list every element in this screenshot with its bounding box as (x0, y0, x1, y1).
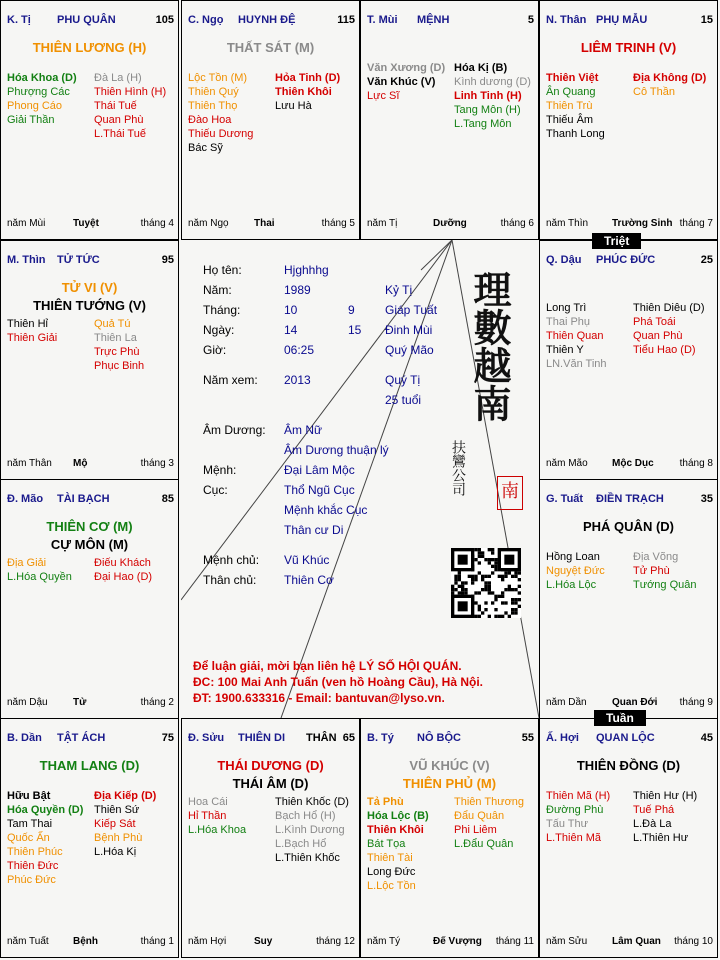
footer-month: tháng 5 (321, 218, 355, 229)
main-star: THÁI ÂM (D) (232, 776, 309, 791)
star-column-left (546, 789, 632, 845)
minor-star: L.Lộc Tồn (367, 880, 416, 892)
contact-line-3: ĐT: 1900.633316 - Email: bantuvan@lyso.vn. (193, 691, 445, 705)
minor-star: Địa Võng (633, 551, 679, 563)
minor-star: Hữu Bật (7, 790, 51, 802)
palace-tuat (539, 479, 718, 719)
minor-star: Phong Cáo (7, 100, 63, 112)
palace-name: PHÚC ĐỨC (596, 254, 656, 266)
minor-star: L.Tang Môn (454, 118, 512, 130)
minor-star: Hoa Cái (188, 796, 228, 808)
palace-can: Q. Dậu (546, 254, 582, 266)
star-column-left (188, 71, 274, 155)
palace-footer (546, 217, 713, 231)
minor-star: L.Kình Dương (275, 824, 345, 836)
minor-star: Văn Xương (D) (367, 62, 446, 74)
footer-month: tháng 2 (140, 697, 174, 708)
palace-name: PHU QUÂN (57, 14, 116, 26)
minor-star: Phi Liêm (454, 824, 497, 836)
minor-star: Thiên Quan (546, 330, 604, 342)
palace-dau (539, 240, 718, 480)
star-column-left (7, 789, 93, 887)
minor-star: L.Hóa Khoa (188, 824, 247, 836)
minor-star: Tả Phù (367, 796, 404, 808)
value-ho-ten: Hjghhhg (284, 263, 329, 277)
qr-code[interactable] (451, 548, 521, 618)
palace-can: Đ. Mão (7, 493, 44, 505)
minor-star: Linh Tinh (H) (454, 90, 522, 102)
minor-star: L.Thiên Hư (633, 832, 689, 844)
minor-star: Phượng Các (7, 86, 70, 98)
calligraphy-main: 理數越南 (467, 270, 512, 422)
palace-can: G. Tuất (546, 493, 584, 505)
minor-star: Đại Hao (D) (94, 571, 153, 583)
minor-star: Thiếu Dương (188, 128, 254, 140)
palace-ty (360, 718, 539, 958)
minor-star: Quả Tú (94, 318, 131, 330)
contact-line-1: Để luận giải, mời bạn liên hệ LÝ SỐ HỘI QUÁN. (193, 659, 462, 673)
main-stars (1, 757, 178, 775)
footer-month: tháng 1 (140, 936, 174, 947)
label-nam-xem: Năm xem: (203, 373, 258, 387)
main-stars (182, 757, 359, 793)
minor-star: Thiên Phúc (7, 846, 63, 858)
main-stars (1, 279, 178, 315)
minor-star: Đường Phù (546, 804, 604, 816)
palace-header (546, 492, 713, 506)
minor-star: Lưu Hà (275, 100, 312, 112)
contact-line-2: ĐC: 100 Mai Anh Tuấn (ven hồ Hoàng Cầu), Hà Nội. (193, 675, 484, 689)
minor-star: Văn Khúc (V) (367, 76, 436, 88)
star-column-left (7, 556, 93, 584)
star-column-right (633, 301, 718, 357)
minor-star: Quan Phù (94, 114, 144, 126)
minor-star: Kình dương (D) (454, 76, 531, 88)
palace-footer (7, 696, 174, 710)
palace-can: M. Thìn (7, 254, 46, 266)
minor-star: Thiên Khốc (D) (275, 796, 349, 808)
star-column-right (94, 317, 179, 373)
value-am-duong: Âm Nữ (284, 423, 323, 437)
palace-footer (7, 935, 174, 949)
value-ngay: 14 (284, 323, 298, 337)
footer-year: năm Dậu (7, 697, 48, 708)
palace-footer (546, 457, 713, 471)
footer-month: tháng 4 (140, 218, 174, 229)
minor-star: Thiên Hỉ (7, 318, 48, 330)
minor-star: Bệnh Phù (94, 832, 143, 844)
palace-name: THIÊN DI (238, 732, 286, 744)
minor-star: L.Hóa Quyền (7, 571, 72, 583)
palace-header (7, 492, 174, 506)
palace-name: NÔ BỘC (417, 732, 461, 744)
star-column-left (7, 71, 93, 127)
main-star: THIÊN CƠ (M) (46, 519, 133, 534)
minor-star: Quốc Ấn (7, 832, 50, 844)
minor-star: L.Hóa Lộc (546, 579, 597, 591)
palace-name: ĐIỀN TRẠCH (596, 493, 664, 505)
minor-star: Trực Phù (94, 346, 140, 358)
footer-phase: Tuyệt (73, 218, 99, 229)
minor-star: Thiên Trù (546, 100, 593, 112)
palace-name: QUAN LỘC (596, 732, 655, 744)
minor-star: Thai Phụ (546, 316, 591, 328)
footer-phase: Mộc Dục (612, 458, 654, 469)
footer-year: năm Mão (546, 458, 588, 469)
calligraphy-side: 扶鸞公司 (450, 440, 466, 496)
minor-star: L.Bạch Hổ (275, 838, 327, 850)
main-star: THIÊN ĐỒNG (D) (576, 758, 681, 773)
minor-star: L.Hóa Kị (94, 846, 137, 858)
minor-star: Hồng Loan (546, 551, 600, 563)
main-star: THIÊN PHỦ (M) (402, 776, 497, 791)
star-column-right (275, 71, 360, 113)
minor-star: Thiên Đức (7, 860, 59, 872)
palace-age: 15 (700, 14, 713, 26)
label-ho-ten: Họ tên: (203, 263, 242, 277)
label-am-duong: Âm Dương: (203, 423, 266, 437)
palace-age: 95 (161, 254, 174, 266)
minor-star: Thái Tuế (94, 100, 137, 112)
value-gio-can: Quý Mão (385, 343, 434, 357)
star-column-right (94, 556, 179, 584)
star-column-right (275, 795, 360, 865)
main-stars (540, 757, 717, 775)
value-cuc-3: Thân cư Di (284, 523, 344, 537)
main-stars (540, 39, 717, 57)
minor-star: Thiên Mã (H) (546, 790, 611, 802)
palace-footer (546, 935, 713, 949)
footer-phase: Đế Vượng (433, 936, 482, 947)
palace-age: 55 (521, 732, 534, 744)
minor-star: Long Đức (367, 866, 416, 878)
label-menh: Mệnh: (203, 463, 237, 477)
footer-month: tháng 12 (316, 936, 355, 947)
palace-age: 115 (337, 14, 355, 26)
star-column-right (633, 789, 718, 845)
footer-phase: Bệnh (73, 936, 98, 947)
label-gio: Giờ: (203, 343, 227, 357)
minor-star: Nguyệt Đức (546, 565, 605, 577)
footer-phase: Mộ (73, 458, 88, 469)
footer-year: năm Ngọ (188, 218, 229, 229)
minor-star: Bác Sỹ (188, 142, 223, 154)
star-column-left (7, 317, 93, 345)
minor-star: Lực Sĩ (367, 90, 400, 102)
minor-star: Hóa Lộc (B) (367, 810, 429, 822)
minor-star: L.Thiên Khốc (275, 852, 340, 864)
palace-footer (546, 696, 713, 710)
palace-than-marker: THÂN (306, 732, 337, 744)
star-column-right (94, 789, 179, 859)
palace-footer (188, 935, 355, 949)
value-nam-xem-can: Quý Tị (385, 373, 421, 387)
value-gio: 06:25 (284, 343, 315, 357)
palace-can: C. Ngọ (188, 14, 224, 26)
footer-phase: Tử (73, 697, 87, 708)
palace-can: T. Mùi (367, 14, 398, 26)
main-star: PHÁ QUÂN (D) (583, 519, 674, 534)
minor-star: L.Đẩu Quân (454, 838, 514, 850)
footer-year: năm Tuất (7, 936, 49, 947)
minor-star: L.Đà La (633, 818, 672, 830)
value-menh-chu: Vũ Khúc (284, 553, 330, 567)
minor-star: Bạch Hổ (H) (275, 810, 336, 822)
label-cuc: Cục: (203, 483, 228, 497)
palace-age: 25 (700, 254, 713, 266)
footer-month: tháng 9 (679, 697, 713, 708)
minor-star: Hóa Kị (B) (454, 62, 508, 74)
minor-star: Hỏa Tinh (D) (275, 72, 341, 84)
star-column-right (633, 71, 718, 99)
minor-star: Điếu Khách (94, 557, 151, 569)
palace-hoi (539, 718, 718, 958)
palace-header (188, 13, 355, 27)
label-nam: Năm: (203, 283, 232, 297)
minor-star: Địa Giải (7, 557, 47, 569)
palace-name: HUYNH ĐỆ (238, 14, 296, 26)
star-column-left (367, 795, 453, 893)
value-ngay-am: 15 (348, 323, 362, 337)
value-am-duong-2: Âm Dương thuận lý (284, 443, 389, 457)
main-star: CỰ MÔN (M) (50, 537, 129, 552)
footer-month: tháng 6 (500, 218, 534, 229)
palace-age: 85 (161, 493, 174, 505)
minor-star: Đào Hoa (188, 114, 232, 126)
label-ngay: Ngày: (203, 323, 235, 337)
minor-star: Tấu Thư (546, 818, 589, 830)
minor-star: Thiên Thọ (188, 100, 238, 112)
palace-name: PHỤ MẪU (596, 14, 648, 26)
minor-star: Thiên Sứ (94, 804, 140, 816)
palace-header (188, 731, 355, 745)
palace-thin (0, 240, 179, 480)
palace-mao (0, 479, 179, 719)
minor-star: LN.Văn Tinh (546, 358, 607, 370)
minor-star: Thiên La (94, 332, 137, 344)
main-star: THÁI DƯƠNG (D) (217, 758, 324, 773)
palace-dan (0, 718, 179, 958)
main-star: TỬ VI (V) (61, 280, 118, 295)
footer-phase: Lâm Quan (612, 936, 661, 947)
minor-star: Thiên Thương (454, 796, 525, 808)
main-star: THIÊN TƯỚNG (V) (33, 298, 146, 313)
minor-star: Thiên Khôi (367, 824, 424, 836)
value-nam: 1989 (284, 283, 311, 297)
palace-name: MỆNH (417, 14, 450, 26)
star-column-left (546, 301, 632, 371)
footer-phase: Suy (254, 936, 273, 947)
footer-year: năm Thìn (546, 218, 589, 229)
star-column-left (546, 550, 632, 592)
minor-star: Hỉ Thần (188, 810, 227, 822)
palace-age: 75 (161, 732, 174, 744)
minor-star: L.Thái Tuế (94, 128, 146, 140)
palace-footer (188, 217, 355, 231)
palace-name: TÀI BẠCH (57, 493, 110, 505)
footer-year: năm Tý (367, 936, 401, 947)
footer-phase: Quan Đới (612, 697, 658, 708)
seal-stamp: 南 (497, 476, 523, 510)
minor-star: Thanh Long (546, 128, 605, 140)
minor-star: Thiên Tài (367, 852, 413, 864)
palace-mui (360, 0, 539, 240)
minor-star: Đà La (H) (94, 72, 142, 84)
footer-year: năm Hợi (188, 936, 227, 947)
minor-star: Kiếp Sát (94, 818, 136, 830)
minor-star: Long Trì (546, 302, 587, 314)
main-stars (540, 518, 717, 536)
palace-footer (7, 457, 174, 471)
minor-star: Thiên Y (546, 344, 584, 356)
minor-star: L.Thiên Mã (546, 832, 602, 844)
palace-age: 105 (155, 14, 174, 26)
palace-than (539, 0, 718, 240)
minor-star: Thiếu Âm (546, 114, 594, 126)
value-thang-can: Giáp Tuất (385, 303, 438, 317)
footer-year: năm Mùi (7, 218, 46, 229)
palace-header (367, 731, 534, 745)
value-thang-am: 9 (348, 303, 355, 317)
minor-star: Giải Thần (7, 114, 55, 126)
palace-footer (367, 935, 534, 949)
footer-month: tháng 10 (674, 936, 713, 947)
footer-year: năm Dần (546, 697, 587, 708)
star-column-left (188, 795, 274, 837)
star-column-right (633, 550, 718, 592)
palace-header (7, 13, 174, 27)
palace-footer (367, 217, 534, 231)
main-stars (1, 518, 178, 554)
value-ngay-can: Đinh Mùi (385, 323, 433, 337)
palace-can: K. Tị (7, 14, 31, 26)
minor-star: Địa Không (D) (633, 72, 707, 84)
palace-age: 5 (527, 14, 534, 26)
main-star: THẤT SÁT (M) (226, 40, 315, 55)
footer-month: tháng 3 (140, 458, 174, 469)
palace-can: N. Thân (546, 14, 587, 26)
minor-star: Phá Toái (633, 316, 676, 328)
minor-star: Thiên Quý (188, 86, 239, 98)
minor-star: Quan Phù (633, 330, 683, 342)
value-menh: Đại Lâm Mộc (284, 463, 355, 477)
minor-star: Hóa Khoa (D) (7, 72, 77, 84)
palace-can: Đ. Sửu (188, 732, 225, 744)
value-cuc: Thổ Ngũ Cục (284, 483, 355, 497)
palace-header (7, 253, 174, 267)
minor-star: Tang Môn (H) (454, 104, 521, 116)
minor-star: Thiên Khôi (275, 86, 332, 98)
star-column-left (546, 71, 632, 141)
minor-star: Tam Thai (7, 818, 53, 830)
palace-footer (7, 217, 174, 231)
minor-star: Phúc Đức (7, 874, 56, 886)
value-thang: 10 (284, 303, 298, 317)
main-stars (182, 39, 359, 57)
footer-month: tháng 7 (679, 218, 713, 229)
minor-star: Bát Tọa (367, 838, 406, 850)
palace-suu (181, 718, 360, 958)
main-star: LIÊM TRINH (V) (580, 40, 677, 55)
main-stars (361, 757, 538, 793)
palace-header (367, 13, 534, 27)
minor-star: Đẩu Quân (454, 810, 505, 822)
value-cuc-2: Mệnh khắc Cục (284, 503, 368, 517)
palace-can: B. Tý (367, 732, 394, 744)
footer-phase: Thai (254, 218, 275, 229)
footer-month: tháng 11 (495, 936, 534, 947)
star-column-left (367, 61, 453, 103)
minor-star: Cô Thần (633, 86, 675, 98)
palace-age: 35 (700, 493, 713, 505)
star-column-right (454, 795, 539, 851)
minor-star: Phục Binh (94, 360, 145, 372)
palace-can: B. Dần (7, 732, 42, 744)
palace-ti (0, 0, 179, 240)
palace-header (546, 13, 713, 27)
minor-star: Hóa Quyền (D) (7, 804, 84, 816)
value-than-chu: Thiên Cơ (284, 573, 334, 587)
palace-age: 65 (342, 732, 355, 744)
star-column-right (454, 61, 539, 131)
tag-triet: Triệt (592, 233, 641, 249)
main-star: THAM LANG (D) (39, 758, 140, 773)
value-nam-xem: 2013 (284, 373, 311, 387)
palace-ngo (181, 0, 360, 240)
contact-block (193, 658, 483, 706)
footer-year: năm Thân (7, 458, 52, 469)
star-column-right (94, 71, 179, 141)
value-nam-can: Kỷ Tị (385, 283, 413, 297)
palace-age: 45 (700, 732, 713, 744)
footer-month: tháng 8 (679, 458, 713, 469)
minor-star: Ân Quang (546, 86, 596, 98)
label-than-chu: Thân chủ: (203, 573, 257, 587)
palace-name: TỬ TỨC (57, 254, 100, 266)
main-star: VŨ KHÚC (V) (409, 758, 490, 773)
palace-header (546, 731, 713, 745)
main-stars (1, 39, 178, 57)
tag-tuan: Tuần (594, 710, 646, 726)
minor-star: Thiên Hư (H) (633, 790, 698, 802)
palace-can: Ấ. Hợi (546, 732, 579, 744)
minor-star: Thiên Hình (H) (94, 86, 167, 98)
footer-year: năm Sửu (546, 936, 588, 947)
label-thang: Tháng: (203, 303, 241, 317)
palace-name: TẬT ÁCH (57, 732, 106, 744)
minor-star: Tiểu Hao (D) (633, 344, 696, 356)
minor-star: Thiên Giải (7, 332, 58, 344)
center-info (181, 240, 539, 718)
footer-year: năm Tị (367, 218, 398, 229)
minor-star: Tử Phù (633, 565, 670, 577)
minor-star: Thiên Việt (546, 72, 599, 84)
footer-phase: Dưỡng (433, 218, 467, 229)
footer-phase: Trường Sinh (612, 218, 673, 229)
minor-star: Thiên Diêu (D) (633, 302, 705, 314)
main-star: THIÊN LƯƠNG (H) (32, 40, 147, 55)
palace-header (546, 253, 713, 267)
value-tuoi: 25 tuổi (385, 393, 422, 407)
label-menh-chu: Mệnh chủ: (203, 553, 260, 567)
minor-star: Lộc Tồn (M) (188, 72, 248, 84)
palace-header (7, 731, 174, 745)
minor-star: Địa Kiếp (D) (94, 790, 157, 802)
minor-star: Tướng Quân (633, 579, 697, 591)
minor-star: Tuế Phá (633, 804, 675, 816)
